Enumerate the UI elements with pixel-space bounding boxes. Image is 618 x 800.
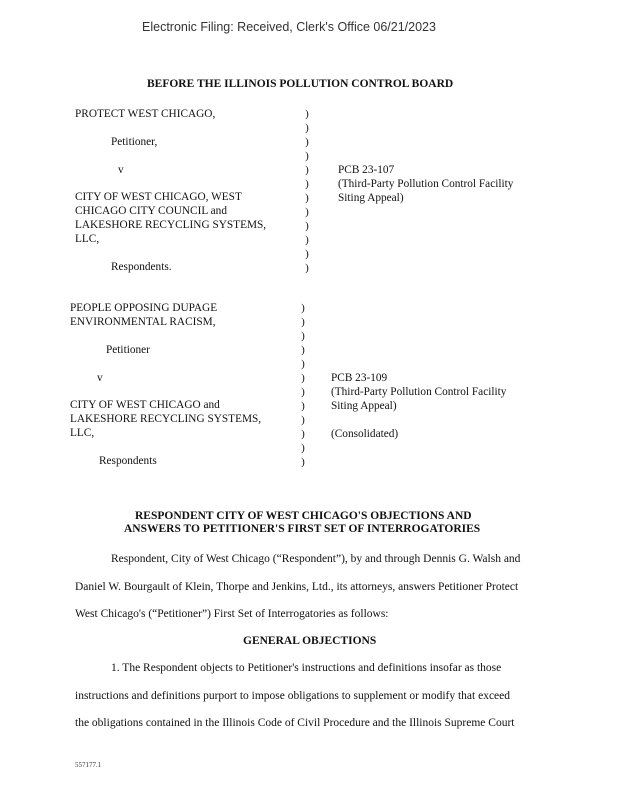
- filing-stamp: Electronic Filing: Received, Clerk's Office 06/21/2023: [142, 20, 436, 34]
- caption1-case-type-line: (Third-Party Pollution Control Facility: [338, 178, 514, 190]
- caption1-petitioner-name: PROTECT WEST CHICAGO,: [75, 108, 216, 120]
- caption2-versus: v: [97, 372, 103, 384]
- footer-doc-id: 557177.1: [75, 761, 102, 769]
- caption2-petitioner-role: Petitioner: [106, 344, 150, 356]
- document-title-line: ANSWERS TO PETITIONER'S FIRST SET OF INTERROGATORIES: [124, 523, 481, 535]
- caption1-respondent-line: LLC,: [75, 233, 100, 245]
- objection-line: 1. The Respondent objects to Petitioner's instructions and definitions insofar as those: [111, 662, 502, 674]
- objection-line: instructions and definitions purport to impose obligations to supplement or modify that exceed: [75, 690, 511, 702]
- section-heading: GENERAL OBJECTIONS: [243, 635, 377, 647]
- intro-line: West Chicago's (“Petitioner”) First Set of Interrogatories as follows:: [75, 608, 389, 620]
- intro-line: Daniel W. Bourgault of Klein, Thorpe and Jenkins, Ltd., its attorneys, answers Petitioner Protect: [75, 581, 519, 593]
- intro-line: Respondent, City of West Chicago (“Respondent”), by and through Dennis G. Walsh and: [111, 553, 521, 565]
- caption1-paren-column: ) ) ) ) ) ) ) ) ) ) ) ): [305, 108, 309, 274]
- caption2-respondent-line: LAKESHORE RECYCLING SYSTEMS,: [70, 413, 262, 425]
- caption1-case-type-line: Siting Appeal): [338, 192, 404, 204]
- caption1-respondent-line: LAKESHORE RECYCLING SYSTEMS,: [75, 219, 267, 231]
- objection-line: the obligations contained in the Illinois Code of Civil Procedure and the Illinois Supreme Court: [75, 717, 515, 729]
- caption1-respondent-role: Respondents.: [111, 261, 172, 273]
- caption2-paren-column: ) ) ) ) ) ) ) ) ) ) ) ): [301, 302, 305, 468]
- caption1-respondent-line: CITY OF WEST CHICAGO, WEST: [75, 191, 242, 203]
- caption2-consolidated: (Consolidated): [331, 428, 399, 440]
- caption2-petitioner-line: ENVIRONMENTAL RACISM,: [70, 316, 216, 328]
- caption2-case-number: PCB 23-109: [331, 372, 388, 384]
- caption1-versus: v: [118, 164, 124, 176]
- caption2-respondent-line: CITY OF WEST CHICAGO and: [70, 399, 220, 411]
- board-title: BEFORE THE ILLINOIS POLLUTION CONTROL BOARD: [147, 78, 454, 90]
- caption2-case-type-line: Siting Appeal): [331, 400, 397, 412]
- document-title-line: RESPONDENT CITY OF WEST CHICAGO'S OBJECTIONS AND: [135, 510, 472, 522]
- caption1-respondent-line: CHICAGO CITY COUNCIL and: [75, 205, 227, 217]
- caption2-respondent-role: Respondents: [99, 455, 157, 467]
- caption2-case-type-line: (Third-Party Pollution Control Facility: [331, 386, 507, 398]
- caption2-petitioner-line: PEOPLE OPPOSING DUPAGE: [70, 302, 218, 314]
- caption2-respondent-line: LLC,: [70, 427, 95, 439]
- caption1-petitioner-role: Petitioner,: [111, 136, 158, 148]
- caption1-case-number: PCB 23-107: [338, 164, 395, 176]
